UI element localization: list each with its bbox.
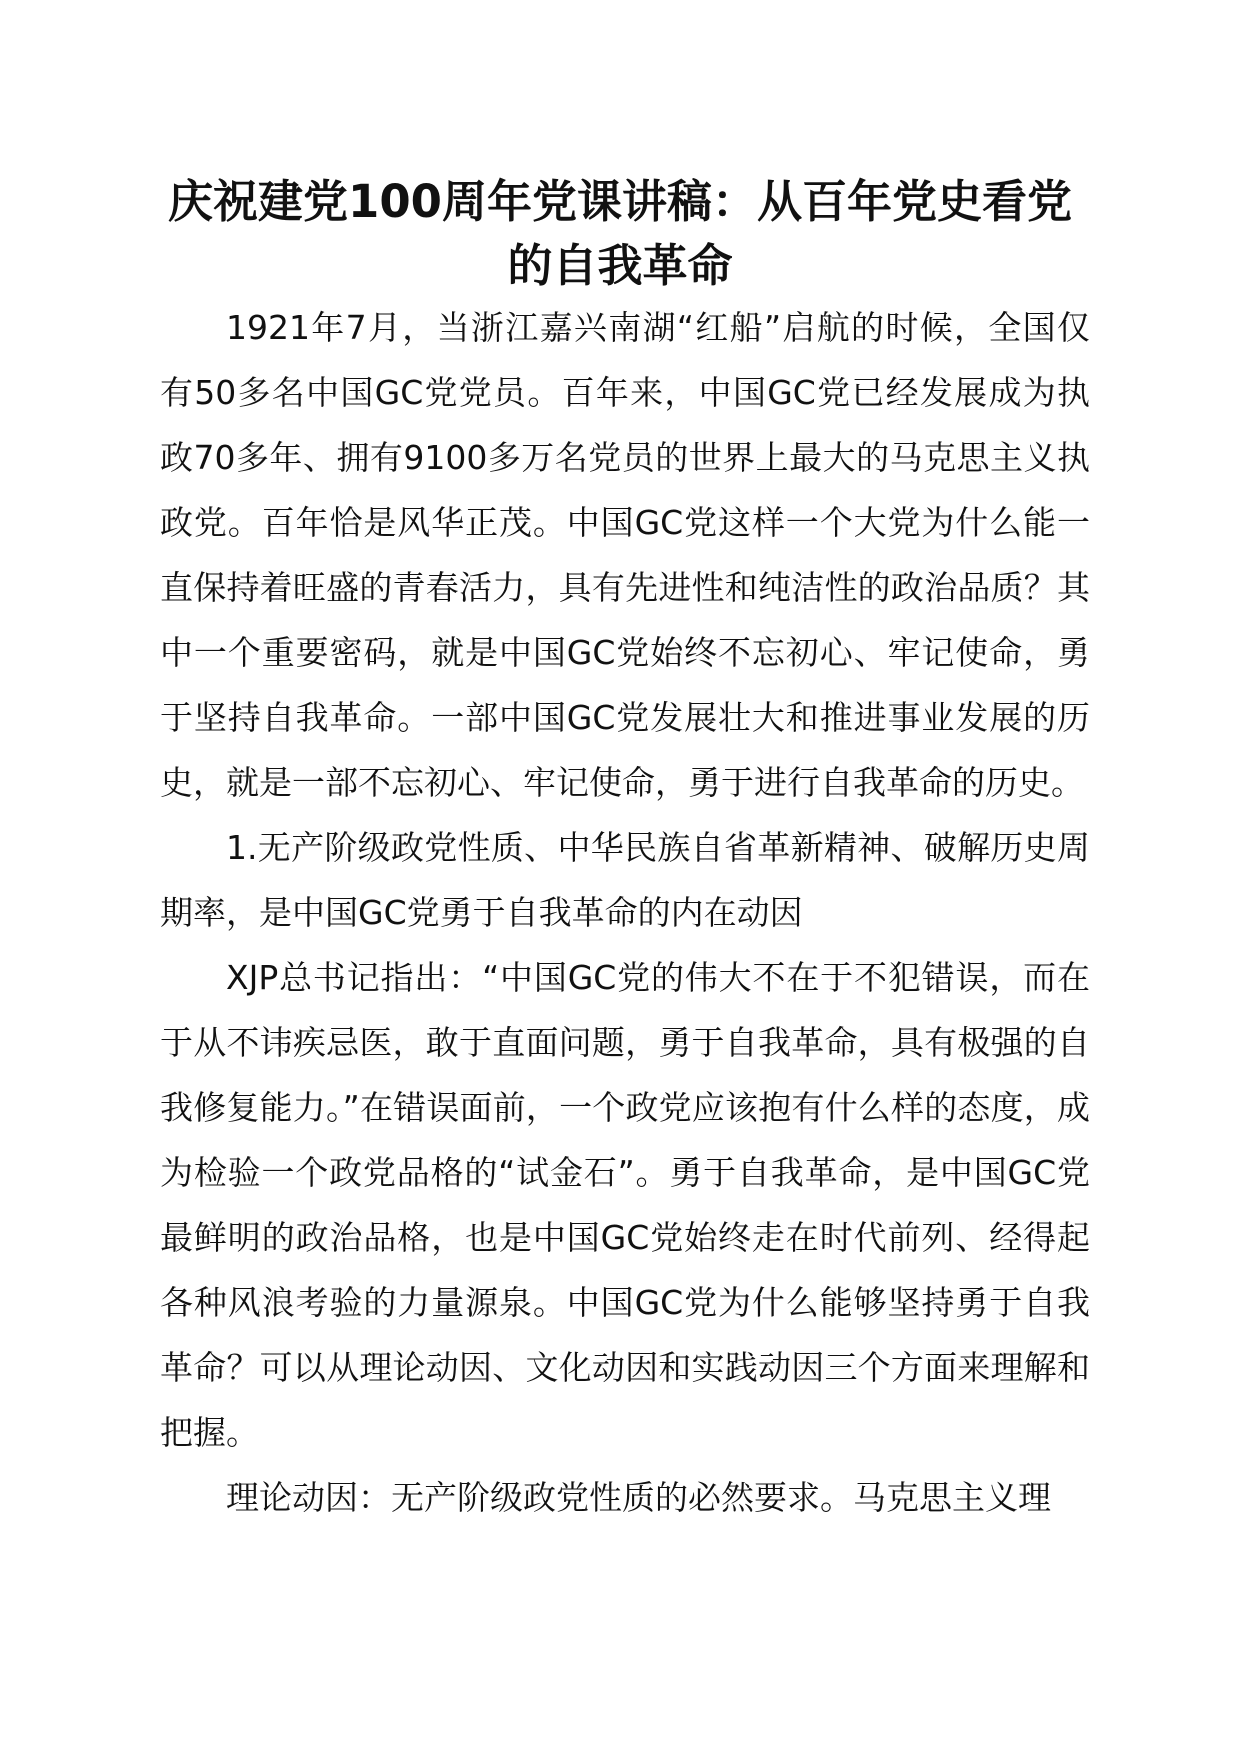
section-heading-1: 1.无产阶级政党性质、中华民族自省革新精神、破解历史周期率，是中国GC党勇于自我革命的内在动因 — [160, 828, 1090, 932]
paragraph-theory: 理论动因：无产阶级政党性质的必然要求。马克思主义理 — [226, 1478, 1051, 1517]
paragraph-quote: XJP总书记指出：“中国GC党的伟大不在于不犯错误，而在于从不讳疾忌医，敢于直面问题，勇于自我革命，具有极强的自我修复能力。”在错误面前，一个政党应该抱有什么样的态度，成为检验一个政党品格的“试金石”。勇于自我革命，是中国GC党最鲜明的政治品格，也是中国GC党始终走在时代前列、经得起各种风浪考验的力量源泉。中国GC党为什么能够坚持勇于自我革命？可以从理论动因、文化动因和实践动因三个方面来理解和把握。 — [160, 958, 1090, 1452]
document-body — [160, 295, 1090, 1530]
paragraph-intro: 1921年7月，当浙江嘉兴南湖“红船”启航的时候，全国仅有50多名中国GC党党员。百年来，中国GC党已经发展成为执政70多年、拥有9100多万名党员的世界上最大的马克思主义执政党。百年恰是风华正茂。中国GC党这样一个大党为什么能一直保持着旺盛的青春活力，具有先进性和纯洁性的政治品质？其中一个重要密码，就是中国GC党始终不忘初心、牢记使命，勇于坚持自我革命。一部中国GC党发展壮大和推进事业发展的历史，就是一部不忘初心、牢记使命，勇于进行自我革命的历史。 — [160, 308, 1090, 802]
document-title: 庆祝建党100周年党课讲稿：从百年党史看党的自我革命 — [168, 175, 1072, 292]
